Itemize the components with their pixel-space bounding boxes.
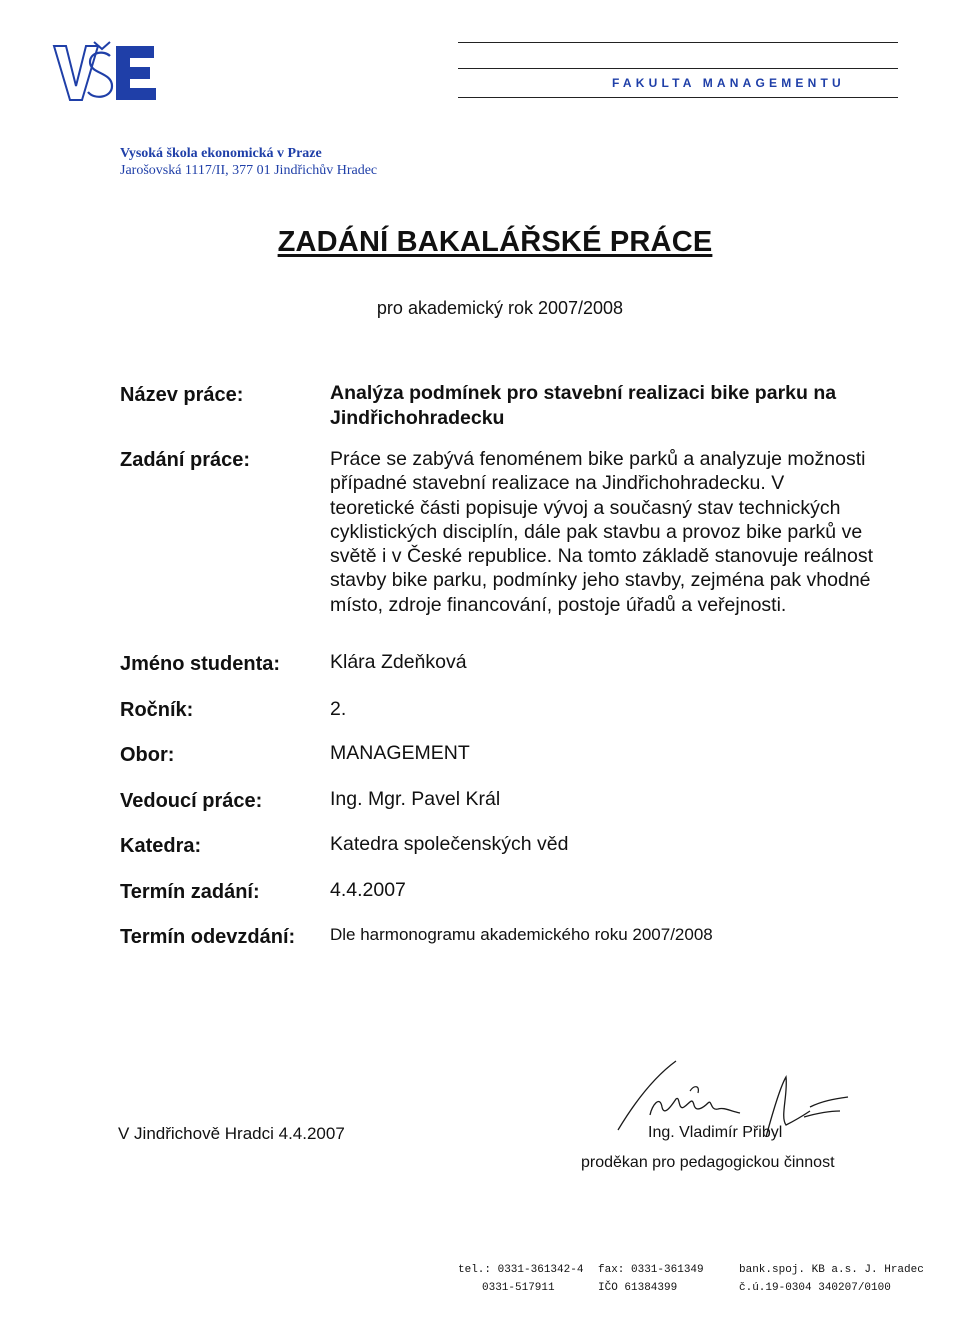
student-value: Klára Zdeňková xyxy=(330,651,467,673)
signer-name: Ing. Vladimír Přibyl xyxy=(648,1124,783,1141)
task-line-3: teoretické části popisuje vývoj a současný stav technických xyxy=(330,496,841,519)
footer-tel-2: 0331-517911 xyxy=(482,1282,555,1294)
school-address: Jarošovská 1117/II, 377 01 Jindřichův Hradec xyxy=(120,163,378,178)
submit-date-value: Dle harmonogramu akademického roku 2007/2008 xyxy=(330,925,713,944)
thesis-task-label: Zadání práce: xyxy=(120,449,251,471)
department-value: Katedra společenských věd xyxy=(330,833,569,855)
vse-logo xyxy=(52,40,164,106)
header-rule-middle xyxy=(458,68,898,69)
assign-date-label: Termín zadání: xyxy=(120,881,260,903)
document-title: ZADÁNÍ BAKALÁŘSKÉ PRÁCE xyxy=(277,226,713,258)
school-name: Vysoká škola ekonomická v Praze xyxy=(120,146,322,161)
task-line-6: stavby bike parku, podmínky jeho stavby, zejména pak vhodné xyxy=(330,569,871,592)
student-label: Jméno studenta: xyxy=(120,653,281,675)
footer-fax xyxy=(598,1261,704,1297)
thesis-name-line-1: Analýza podmínek pro stavební realizaci bike parku na xyxy=(330,382,837,404)
thesis-name-label: Název práce: xyxy=(120,384,244,406)
year-value: 2. xyxy=(330,698,347,720)
footer-bank xyxy=(739,1261,924,1297)
school-block xyxy=(120,145,377,179)
document-subtitle: pro akademický rok 2007/2008 xyxy=(376,298,624,318)
task-line-1: Práce se zabývá fenoménem bike parků a analyzuje možnosti xyxy=(330,448,866,470)
field-value: MANAGEMENT xyxy=(330,742,470,764)
supervisor-value: Ing. Mgr. Pavel Král xyxy=(330,788,501,810)
task-line-5: světě i v České republice. Na tomto základě stanovuje reálnost xyxy=(330,545,874,568)
footer-bank-name: bank.spoj. KB a.s. J. Hradec xyxy=(739,1264,924,1276)
footer-tel-1: tel.: 0331-361342-4 xyxy=(458,1264,584,1276)
year-label: Ročník: xyxy=(120,699,194,721)
task-line-4: cyklistických disciplín, dále pak stavbu a provoz bike parků ve xyxy=(330,520,863,543)
thesis-task-text xyxy=(330,447,920,617)
supervisor-label: Vedoucí práce: xyxy=(120,790,263,812)
footer-ico: IČO 61384399 xyxy=(598,1282,678,1294)
task-line-2: případné stavební realizace na Jindřichohradecku. V xyxy=(330,472,785,495)
header-rule-bottom xyxy=(458,97,898,98)
task-line-7: místo, zdroje financování, postoje úřadů a veřejnosti. xyxy=(330,593,787,616)
header-rule-top xyxy=(458,42,898,43)
field-label: Obor: xyxy=(120,744,175,766)
signer-role: proděkan pro pedagogickou činnost xyxy=(581,1154,835,1171)
assign-date-value: 4.4.2007 xyxy=(330,879,406,901)
place-date: V Jindřichově Hradci 4.4.2007 xyxy=(118,1124,345,1143)
footer-phone xyxy=(458,1261,583,1297)
department-label: Katedra: xyxy=(120,835,202,857)
submit-date-label: Termín odevzdání: xyxy=(120,926,296,948)
footer-fax-number: fax: 0331-361349 xyxy=(598,1264,704,1276)
footer-account: č.ú.19-0304 340207/0100 xyxy=(739,1282,891,1294)
faculty-name: FAKULTA MANAGEMENTU xyxy=(612,76,845,90)
thesis-name-line-2: Jindřichohradecku xyxy=(330,407,505,429)
